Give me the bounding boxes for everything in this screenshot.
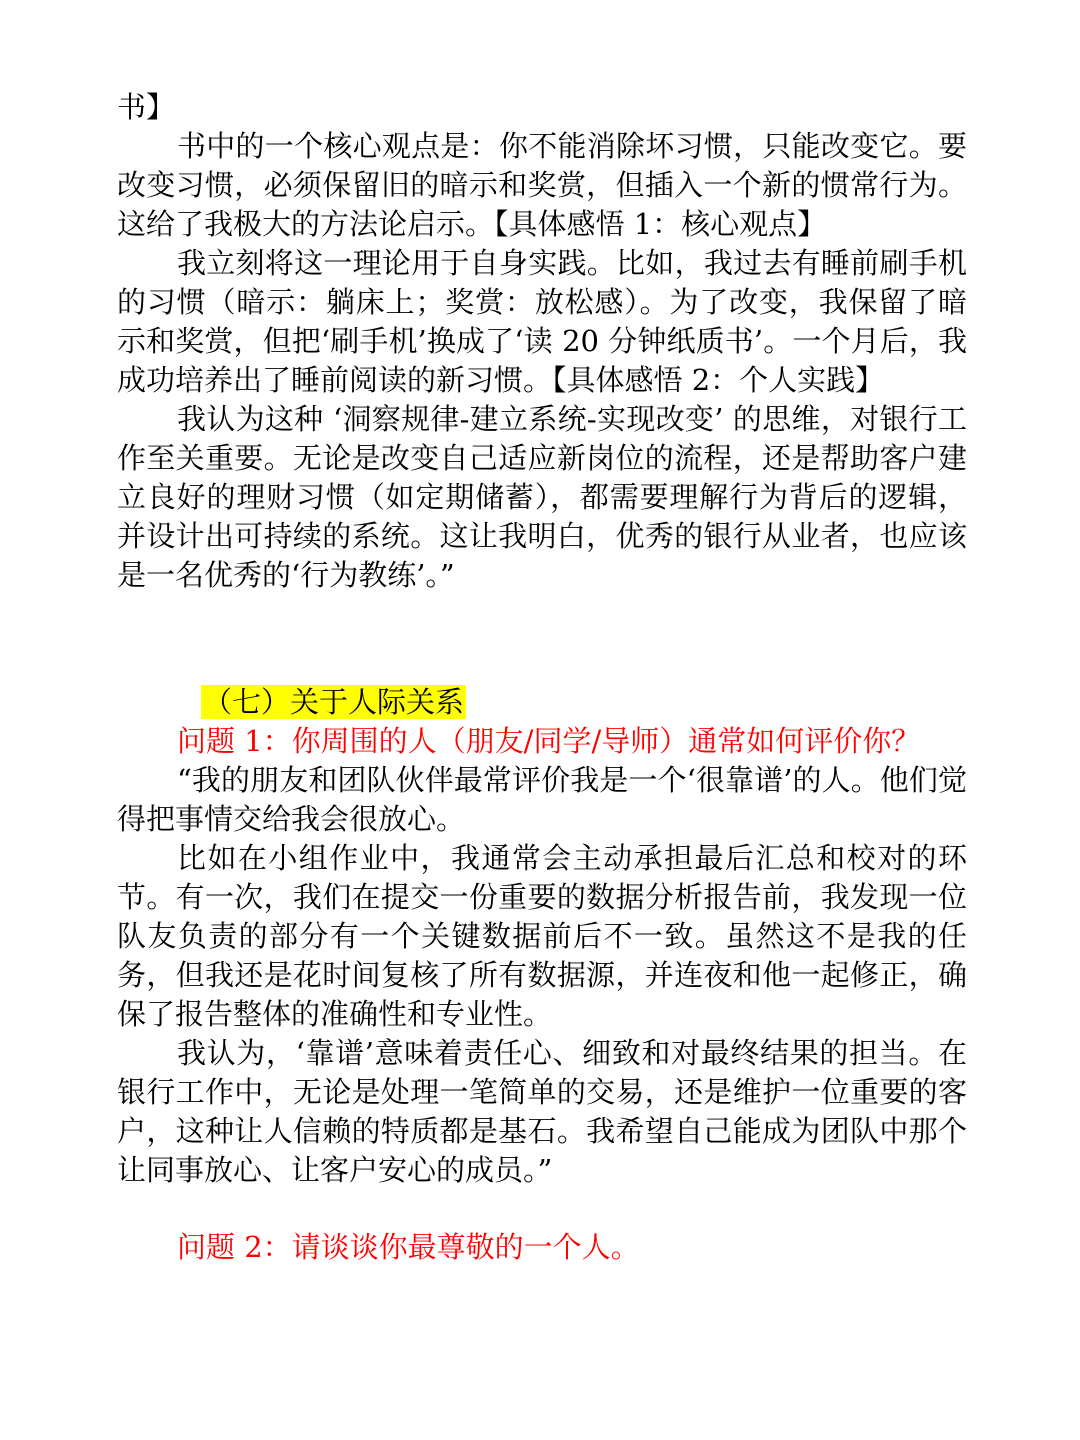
paragraph-core-view: 书中的一个核心观点是：你不能消除坏习惯，只能改变它。要改变习惯，必须保留旧的暗示和奖赏，但插入一个新的惯常行为。这给了我极大的方法论启示。【具体感悟 1：核心观点】	[117, 129, 967, 241]
answer-1-paragraph-2: 比如在小组作业中，我通常会主动承担最后汇总和校对的环节。有一次，我们在提交一份重要的数据分析报告前，我发现一位队友负责的部分有一个关键数据前后不一致。虽然这不是我的任务，但我还是花时间复核了所有数据源，并连夜和他一起修正，确保了报告整体的准确性和专业性。	[117, 841, 967, 1031]
spacer	[117, 595, 967, 683]
section-heading	[201, 683, 967, 722]
question-2: 问题 2：请谈谈你最尊敬的一个人。	[177, 1230, 640, 1264]
paragraph-banking-reflection: 我认为这种 ‘洞察规律-建立系统-实现改变’ 的思维，对银行工作至关重要。无论是改变自己适应新岗位的流程，还是帮助客户建立良好的理财习惯（如定期储蓄），都需要理解行为背后的逻辑，并设计出可持续的系统。这让我明白，优秀的银行从业者，也应该是一名优秀的‘行为教练’。”	[117, 402, 967, 592]
paragraph-continuation: 书】	[117, 90, 176, 124]
answer-1-paragraph-1: “我的朋友和团队伙伴最常评价我是一个‘很靠谱’的人。他们觉得把事情交给我会很放心。	[117, 763, 967, 836]
answer-1-paragraph-3: 我认为，‘靠谱’意味着责任心、细致和对最终结果的担当。在银行工作中，无论是处理一笔简单的交易，还是维护一位重要的客户，这种让人信赖的特质都是基石。我希望自己能成为团队中那个让同事放心、让客户安心的成员。”	[117, 1036, 967, 1187]
paragraph-practice: 我立刻将这一理论用于自身实践。比如，我过去有睡前刷手机的习惯（暗示：躺床上；奖赏：放松感）。为了改变，我保留了暗示和奖赏，但把‘刷手机’换成了‘读 20 分钟纸质书’。一个月后，我成功培养出了睡前阅读的新习惯。【具体感悟 2：个人实践】	[117, 246, 967, 397]
spacer	[117, 1190, 967, 1228]
section-heading-text: （七）关于人际关系	[203, 685, 465, 719]
question-1: 问题 1：你周围的人（朋友/同学/导师）通常如何评价你？	[177, 724, 921, 758]
document-page	[117, 88, 967, 1267]
